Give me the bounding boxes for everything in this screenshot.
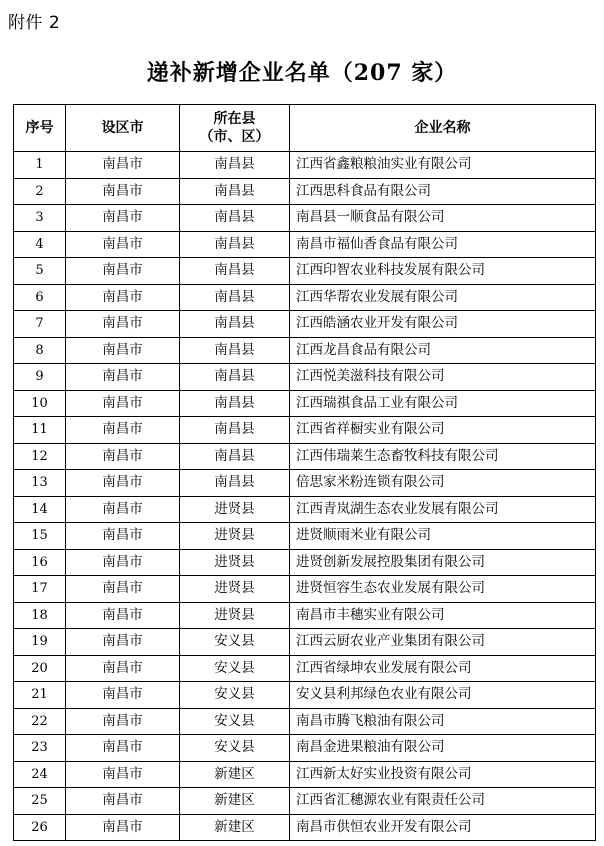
header-county-line1: 所在县: [213, 111, 256, 127]
row-county: 进贤县: [180, 576, 290, 603]
row-company-name: 南昌县一顺食品有限公司: [290, 205, 596, 232]
row-company-name: 南昌市丰穗实业有限公司: [290, 602, 596, 629]
company-list-table: [13, 104, 596, 841]
row-index: 21: [14, 682, 66, 709]
row-city: 南昌市: [66, 258, 180, 285]
row-company-name: 南昌市腾飞粮油有限公司: [290, 708, 596, 735]
row-company-name: 江西省鑫粮粮油实业有限公司: [290, 152, 596, 179]
row-county: 南昌县: [180, 417, 290, 444]
header-county: [180, 105, 290, 152]
row-company-name: 江西伟瑞莱生态畜牧科技有限公司: [290, 443, 596, 470]
row-city: 南昌市: [66, 602, 180, 629]
row-county: 南昌县: [180, 231, 290, 258]
table-row: [14, 152, 596, 179]
row-city: 南昌市: [66, 523, 180, 550]
row-company-name: 江西新太好实业投资有限公司: [290, 761, 596, 788]
table-row: [14, 258, 596, 285]
row-city: 南昌市: [66, 629, 180, 656]
row-county: 进贤县: [180, 549, 290, 576]
row-county: 南昌县: [180, 205, 290, 232]
row-city: 南昌市: [66, 576, 180, 603]
row-city: 南昌市: [66, 231, 180, 258]
row-company-name: 进贤顺雨米业有限公司: [290, 523, 596, 550]
row-city: 南昌市: [66, 788, 180, 815]
row-city: 南昌市: [66, 682, 180, 709]
attachment-label: 附件 2: [8, 13, 61, 33]
row-city: 南昌市: [66, 284, 180, 311]
row-county: 南昌县: [180, 152, 290, 179]
row-county: 安义县: [180, 682, 290, 709]
row-index: 9: [14, 364, 66, 391]
table-row: [14, 788, 596, 815]
row-county: 南昌县: [180, 311, 290, 338]
row-index: 19: [14, 629, 66, 656]
row-index: 1: [14, 152, 66, 179]
row-index: 16: [14, 549, 66, 576]
row-company-name: 江西龙昌食品有限公司: [290, 337, 596, 364]
row-company-name: 倍思家米粉连锁有限公司: [290, 470, 596, 497]
row-index: 17: [14, 576, 66, 603]
row-company-name: 进贤恒容生态农业发展有限公司: [290, 576, 596, 603]
table-row: [14, 390, 596, 417]
row-county: 南昌县: [180, 178, 290, 205]
row-company-name: 江西云厨农业产业集团有限公司: [290, 629, 596, 656]
row-company-name: 江西瑞祺食品工业有限公司: [290, 390, 596, 417]
row-city: 南昌市: [66, 443, 180, 470]
table-row: [14, 205, 596, 232]
row-county: 安义县: [180, 708, 290, 735]
table-row: [14, 655, 596, 682]
row-company-name: 江西悦美滋科技有限公司: [290, 364, 596, 391]
row-index: 2: [14, 178, 66, 205]
row-company-name: 江西省绿坤农业发展有限公司: [290, 655, 596, 682]
row-company-name: 进贤创新发展控股集团有限公司: [290, 549, 596, 576]
row-city: 南昌市: [66, 549, 180, 576]
table-row: [14, 496, 596, 523]
table-row: [14, 761, 596, 788]
row-company-name: 安义县利邦绿色农业有限公司: [290, 682, 596, 709]
row-county: 南昌县: [180, 443, 290, 470]
row-county: 南昌县: [180, 258, 290, 285]
table-row: [14, 284, 596, 311]
table-row: [14, 231, 596, 258]
table-row: [14, 337, 596, 364]
row-county: 进贤县: [180, 496, 290, 523]
row-county: 南昌县: [180, 337, 290, 364]
row-city: 南昌市: [66, 655, 180, 682]
row-city: 南昌市: [66, 205, 180, 232]
table-row: [14, 178, 596, 205]
row-city: 南昌市: [66, 337, 180, 364]
header-row: [14, 105, 596, 152]
row-index: 25: [14, 788, 66, 815]
row-county: 新建区: [180, 814, 290, 841]
row-city: 南昌市: [66, 417, 180, 444]
row-company-name: 南昌市福仙香食品有限公司: [290, 231, 596, 258]
row-index: 11: [14, 417, 66, 444]
document-title: 递补新增企业名单（207 家）: [146, 60, 458, 86]
row-index: 22: [14, 708, 66, 735]
row-index: 23: [14, 735, 66, 762]
row-city: 南昌市: [66, 761, 180, 788]
row-county: 安义县: [180, 629, 290, 656]
row-city: 南昌市: [66, 735, 180, 762]
row-company-name: 江西思科食品有限公司: [290, 178, 596, 205]
table-row: [14, 629, 596, 656]
table-row: [14, 549, 596, 576]
row-index: 10: [14, 390, 66, 417]
row-index: 14: [14, 496, 66, 523]
table-row: [14, 682, 596, 709]
header-city: 设区市: [66, 105, 180, 152]
row-company-name: 江西皓涵农业开发有限公司: [290, 311, 596, 338]
row-index: 24: [14, 761, 66, 788]
row-company-name: 南昌金进果粮油有限公司: [290, 735, 596, 762]
table-row: [14, 814, 596, 841]
row-county: 新建区: [180, 788, 290, 815]
row-company-name: 江西华帮农业发展有限公司: [290, 284, 596, 311]
header-company: 企业名称: [290, 105, 596, 152]
row-county: 南昌县: [180, 364, 290, 391]
table-row: [14, 523, 596, 550]
row-city: 南昌市: [66, 178, 180, 205]
table-row: [14, 708, 596, 735]
row-index: 26: [14, 814, 66, 841]
row-company-name: 江西印智农业科技发展有限公司: [290, 258, 596, 285]
table-row: [14, 470, 596, 497]
row-city: 南昌市: [66, 390, 180, 417]
row-index: 18: [14, 602, 66, 629]
row-county: 安义县: [180, 655, 290, 682]
row-index: 15: [14, 523, 66, 550]
row-county: 进贤县: [180, 602, 290, 629]
row-index: 4: [14, 231, 66, 258]
row-company-name: 江西省祥橱实业有限公司: [290, 417, 596, 444]
row-index: 13: [14, 470, 66, 497]
row-index: 8: [14, 337, 66, 364]
table-row: [14, 364, 596, 391]
row-index: 7: [14, 311, 66, 338]
row-city: 南昌市: [66, 708, 180, 735]
row-county: 南昌县: [180, 470, 290, 497]
header-index: 序号: [14, 105, 66, 152]
header-county-line2: （市、区）: [199, 129, 270, 145]
row-county: 安义县: [180, 735, 290, 762]
row-index: 5: [14, 258, 66, 285]
table-row: [14, 602, 596, 629]
row-index: 6: [14, 284, 66, 311]
table-header: [14, 105, 596, 152]
row-company-name: 江西青岚湖生态农业发展有限公司: [290, 496, 596, 523]
row-county: 南昌县: [180, 284, 290, 311]
row-county: 新建区: [180, 761, 290, 788]
row-county: 南昌县: [180, 390, 290, 417]
table-row: [14, 443, 596, 470]
table-row: [14, 417, 596, 444]
table-body: [14, 152, 596, 841]
table-row: [14, 735, 596, 762]
row-index: 12: [14, 443, 66, 470]
row-county: 进贤县: [180, 523, 290, 550]
row-city: 南昌市: [66, 814, 180, 841]
row-city: 南昌市: [66, 311, 180, 338]
row-index: 3: [14, 205, 66, 232]
row-company-name: 南昌市供恒农业开发有限公司: [290, 814, 596, 841]
table-row: [14, 311, 596, 338]
row-city: 南昌市: [66, 364, 180, 391]
row-index: 20: [14, 655, 66, 682]
row-city: 南昌市: [66, 470, 180, 497]
row-city: 南昌市: [66, 152, 180, 179]
row-city: 南昌市: [66, 496, 180, 523]
row-company-name: 江西省汇穗源农业有限责任公司: [290, 788, 596, 815]
table-row: [14, 576, 596, 603]
